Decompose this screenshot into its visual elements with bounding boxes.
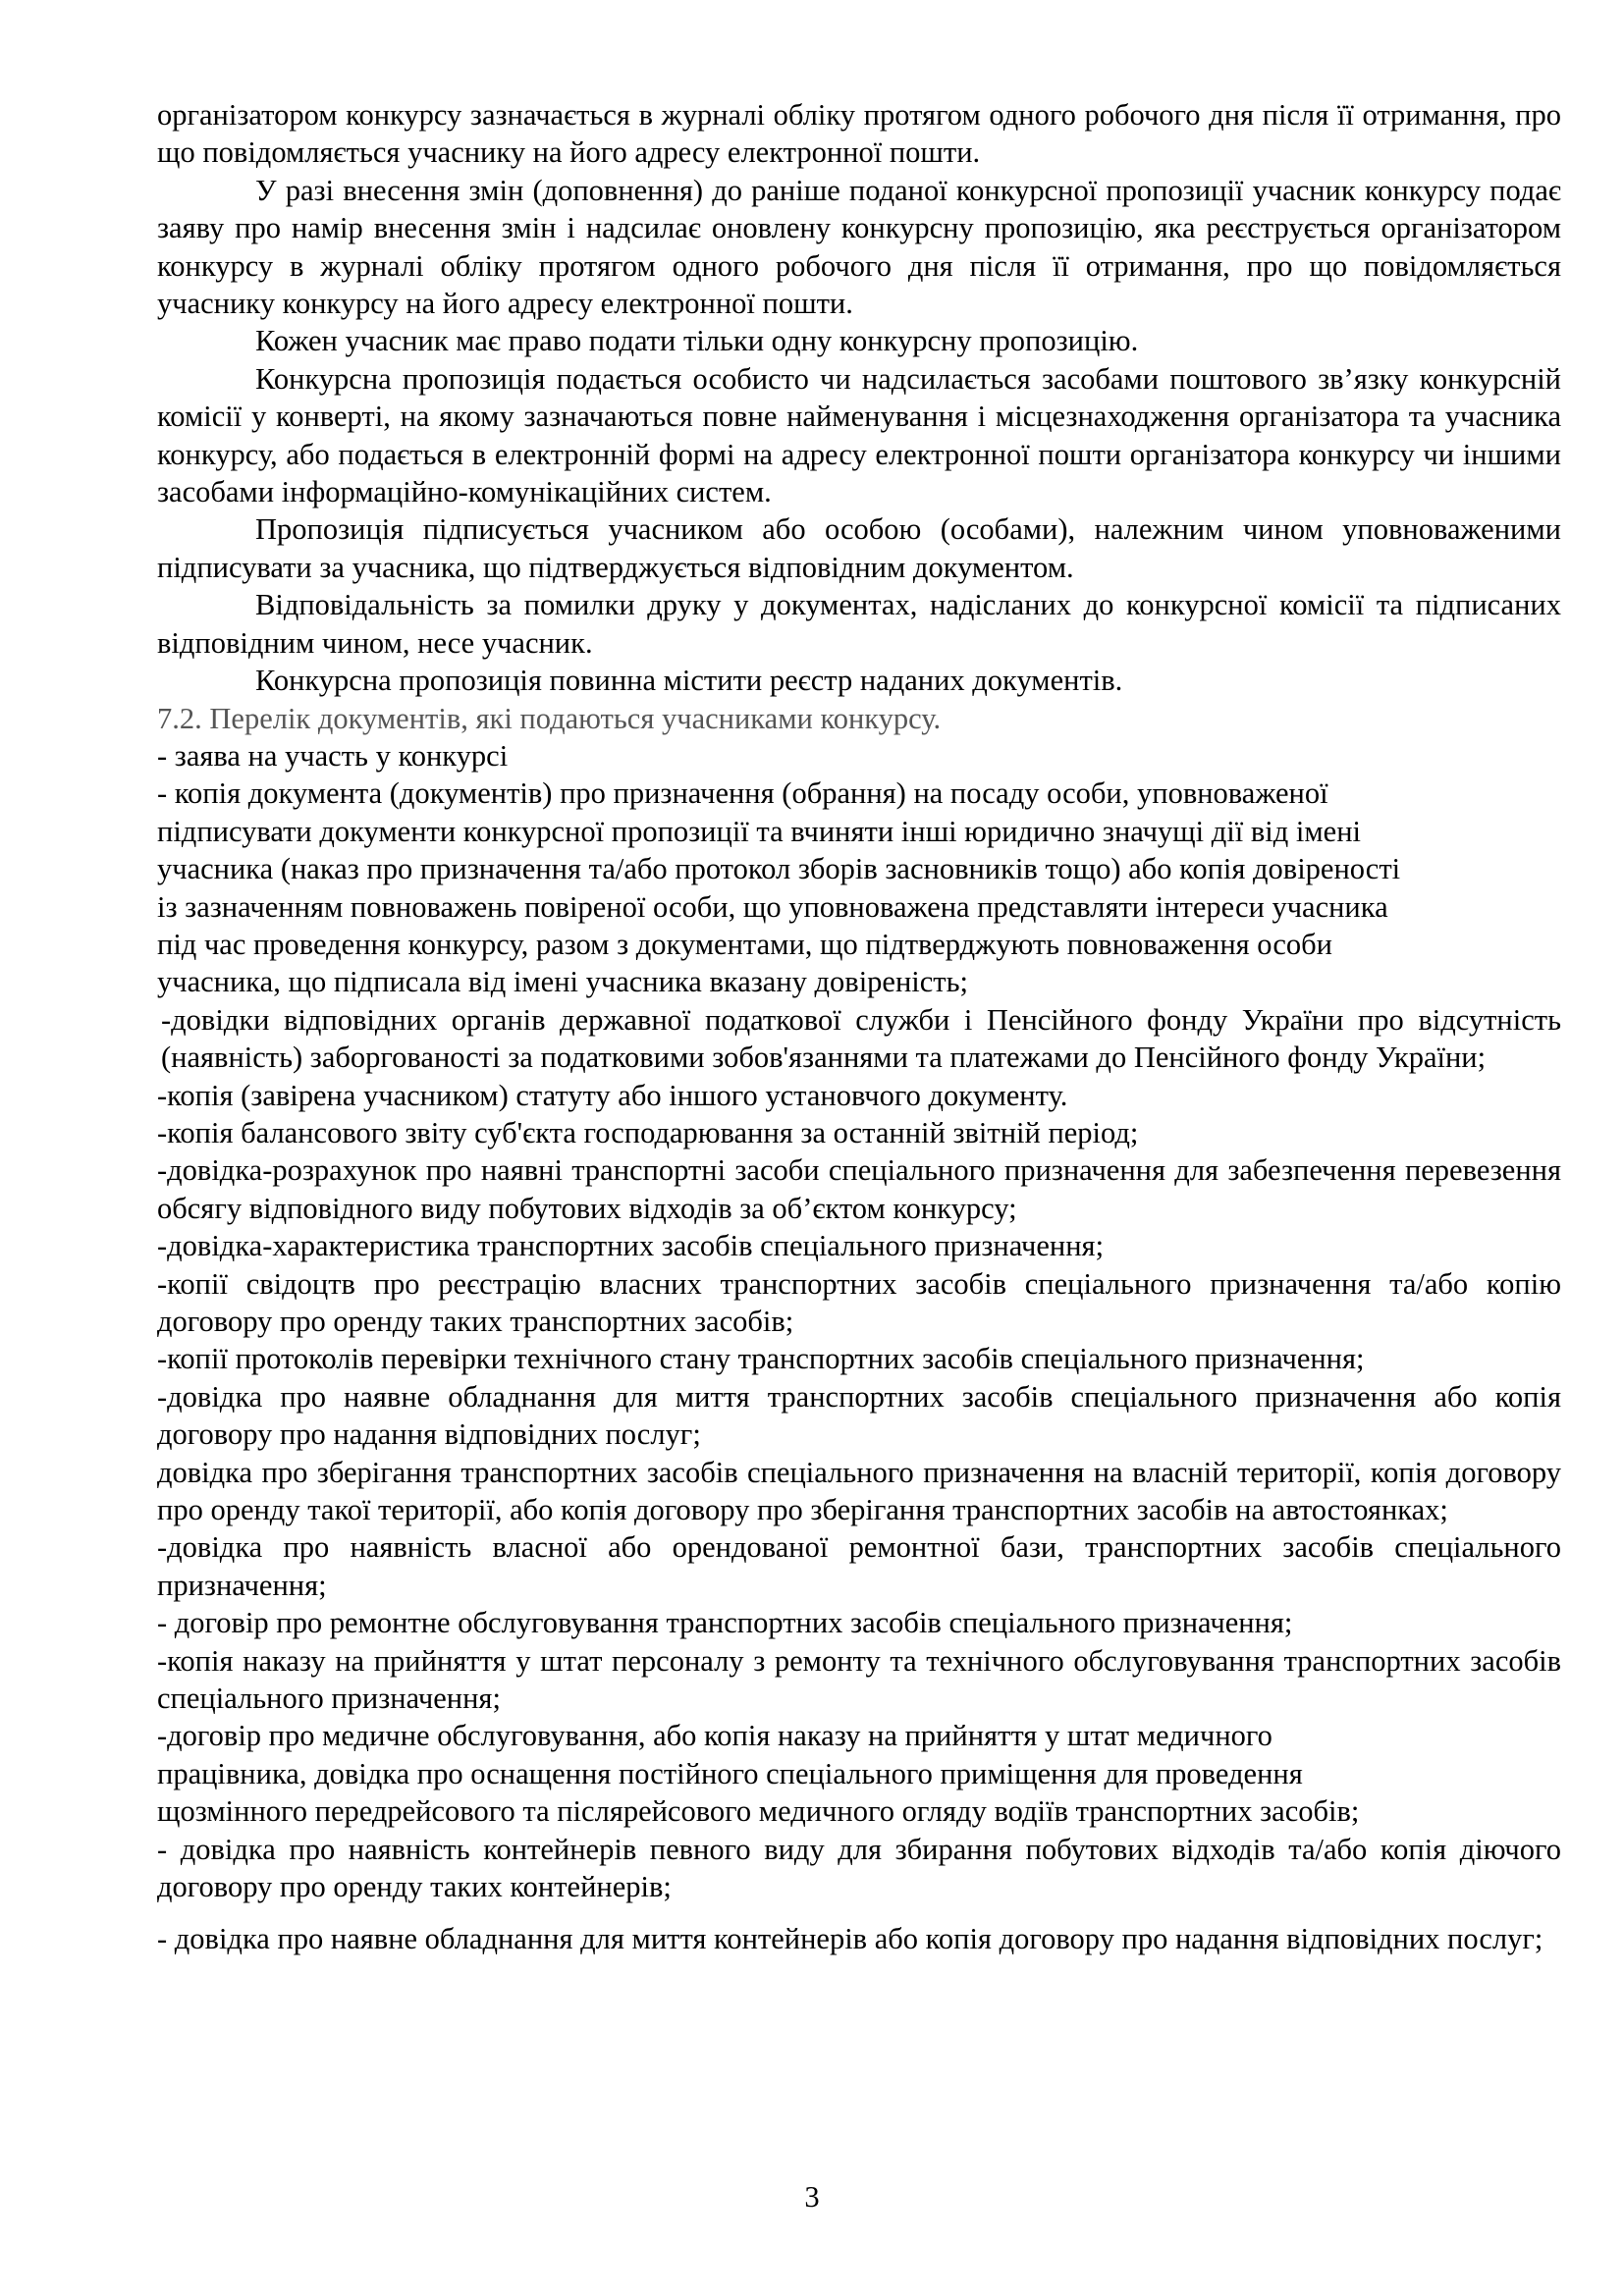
list-item: -довідка-характеристика транспортних засобів спеціального призначення;	[157, 1229, 1105, 1263]
document-body	[157, 96, 1561, 1957]
list-item: -довідка про наявність власної або орендованої ремонтної бази, транспортних засобів спеціального призначення;	[157, 1530, 1561, 1602]
list-item: довідка про зберігання транспортних засобів спеціального призначення на власній території, копія договору про оренду такої території, або копія договору про зберігання транспортних засобів на автостоянках;	[157, 1455, 1561, 1527]
list-item: - заява на участь у конкурсі	[157, 738, 509, 773]
list-item: -копія наказу на прийняття у штат персоналу з ремонту та технічного обслуговування транспортних засобів спеціального призначення;	[157, 1643, 1561, 1716]
list-item: -довідка про наявне обладнання для миття транспортних засобів спеціального призначення або копія договору про надання відповідних послуг;	[157, 1379, 1561, 1452]
section-heading: 7.2. Перелік документів, які подаються учасниками конкурсу.	[157, 701, 942, 735]
list-item: -копія балансового звіту суб'єкта господарювання за останній звітній період;	[157, 1115, 1139, 1149]
list-item: -копії протоколів перевірки технічного стану транспортних засобів спеціального призначення;	[157, 1342, 1365, 1376]
paragraph: Конкурсна пропозиція повинна містити реєстр наданих документів.	[255, 664, 1123, 698]
paragraph: Конкурсна пропозиція подається особисто чи надсилається засобами поштового зв’язку конкурсній комісії у конверті, на якому зазначаються повне найменування і місцезнаходження організатора та учасника конкурсу, або подається в електронній формі на адресу електронної пошти організатора конкурсу чи іншими засобами інформаційно-комунікаційних систем.	[157, 361, 1561, 509]
list-item: - довідка про наявне обладнання для миття контейнерів або копія договору про надання відповідних послуг;	[157, 1921, 1543, 1955]
page-number: 3	[804, 2180, 820, 2214]
paragraph: Відповідальність за помилки друку у документах, надісланих до конкурсної комісії та підписаних відповідним чином, несе учасник.	[157, 588, 1561, 660]
list-item: учасника, що підписала від імені учасника вказану довіреність;	[157, 965, 969, 999]
list-item: -довідка-розрахунок про наявні транспортні засоби спеціального призначення для забезпечення перевезення обсягу відповідного виду побутових відходів за об’єктом конкурсу;	[157, 1153, 1561, 1225]
list-item: -договір про медичне обслуговування, або копія наказу на прийняття у штат медичного	[157, 1719, 1272, 1753]
list-item: -копії свідоцтв про реєстрацію власних транспортних засобів спеціального призначення та/або копію договору про оренду таких транспортних засобів;	[157, 1266, 1561, 1338]
list-item: учасника (наказ про призначення та/або протокол зборів засновників тощо) або копія довіреності	[157, 852, 1401, 886]
list-item: із зазначенням повноважень повіреної особи, що уповноважена представляти інтереси учасника	[157, 889, 1388, 924]
list-item: щозмінного передрейсового та післярейсового медичного огляду водіїв транспортних засобів;	[157, 1794, 1360, 1829]
list-item: - договір про ремонтне обслуговування транспортних засобів спеціального призначення;	[157, 1606, 1293, 1640]
paragraph: Кожен учасник має право подати тільки одну конкурсну пропозицію.	[255, 324, 1139, 358]
list-item: -довідки відповідних органів державної податкової служби і Пенсійного фонду України про відсутність (наявність) заборгованості за податковими зобов'язаннями та платежами до Пенсійного фонду України;	[161, 1002, 1561, 1075]
list-item: підписувати документи конкурсної пропозиції та вчиняти інші юридично значущі дії від імені	[157, 814, 1361, 848]
paragraph: Пропозиція підписується учасником або особою (особами), належним чином уповноваженими підписувати за учасника, що підтверджується відповідним документом.	[157, 512, 1561, 584]
list-item: -копія (завірена учасником) статуту або іншого установчого документу.	[157, 1078, 1068, 1112]
list-item: - довідка про наявність контейнерів певного виду для збирання побутових відходів та/або копія діючого договору про оренду таких контейнерів;	[157, 1832, 1561, 1904]
list-item: - копія документа (документів) про призначення (обрання) на посаду особи, уповноваженої	[157, 776, 1328, 811]
paragraph: У разі внесення змін (доповнення) до раніше поданої конкурсної пропозиції учасник конкурсу подає заяву про намір внесення змін і надсилає оновлену конкурсну пропозицію, яка реєструється організатором конкурсу в журналі обліку протягом одного робочого дня після її отримання, про що повідомляється учаснику конкурсу на його адресу електронної пошти.	[157, 173, 1561, 321]
paragraph: організатором конкурсу зазначається в журналі обліку протягом одного робочого дня після її отримання, про що повідомляється учаснику на його адресу електронної пошти.	[157, 98, 1561, 170]
list-item: працівника, довідка про оснащення постійного спеціального приміщення для проведення	[157, 1756, 1303, 1790]
list-item: під час проведення конкурсу, разом з документами, що підтверджують повноваження особи	[157, 927, 1332, 961]
